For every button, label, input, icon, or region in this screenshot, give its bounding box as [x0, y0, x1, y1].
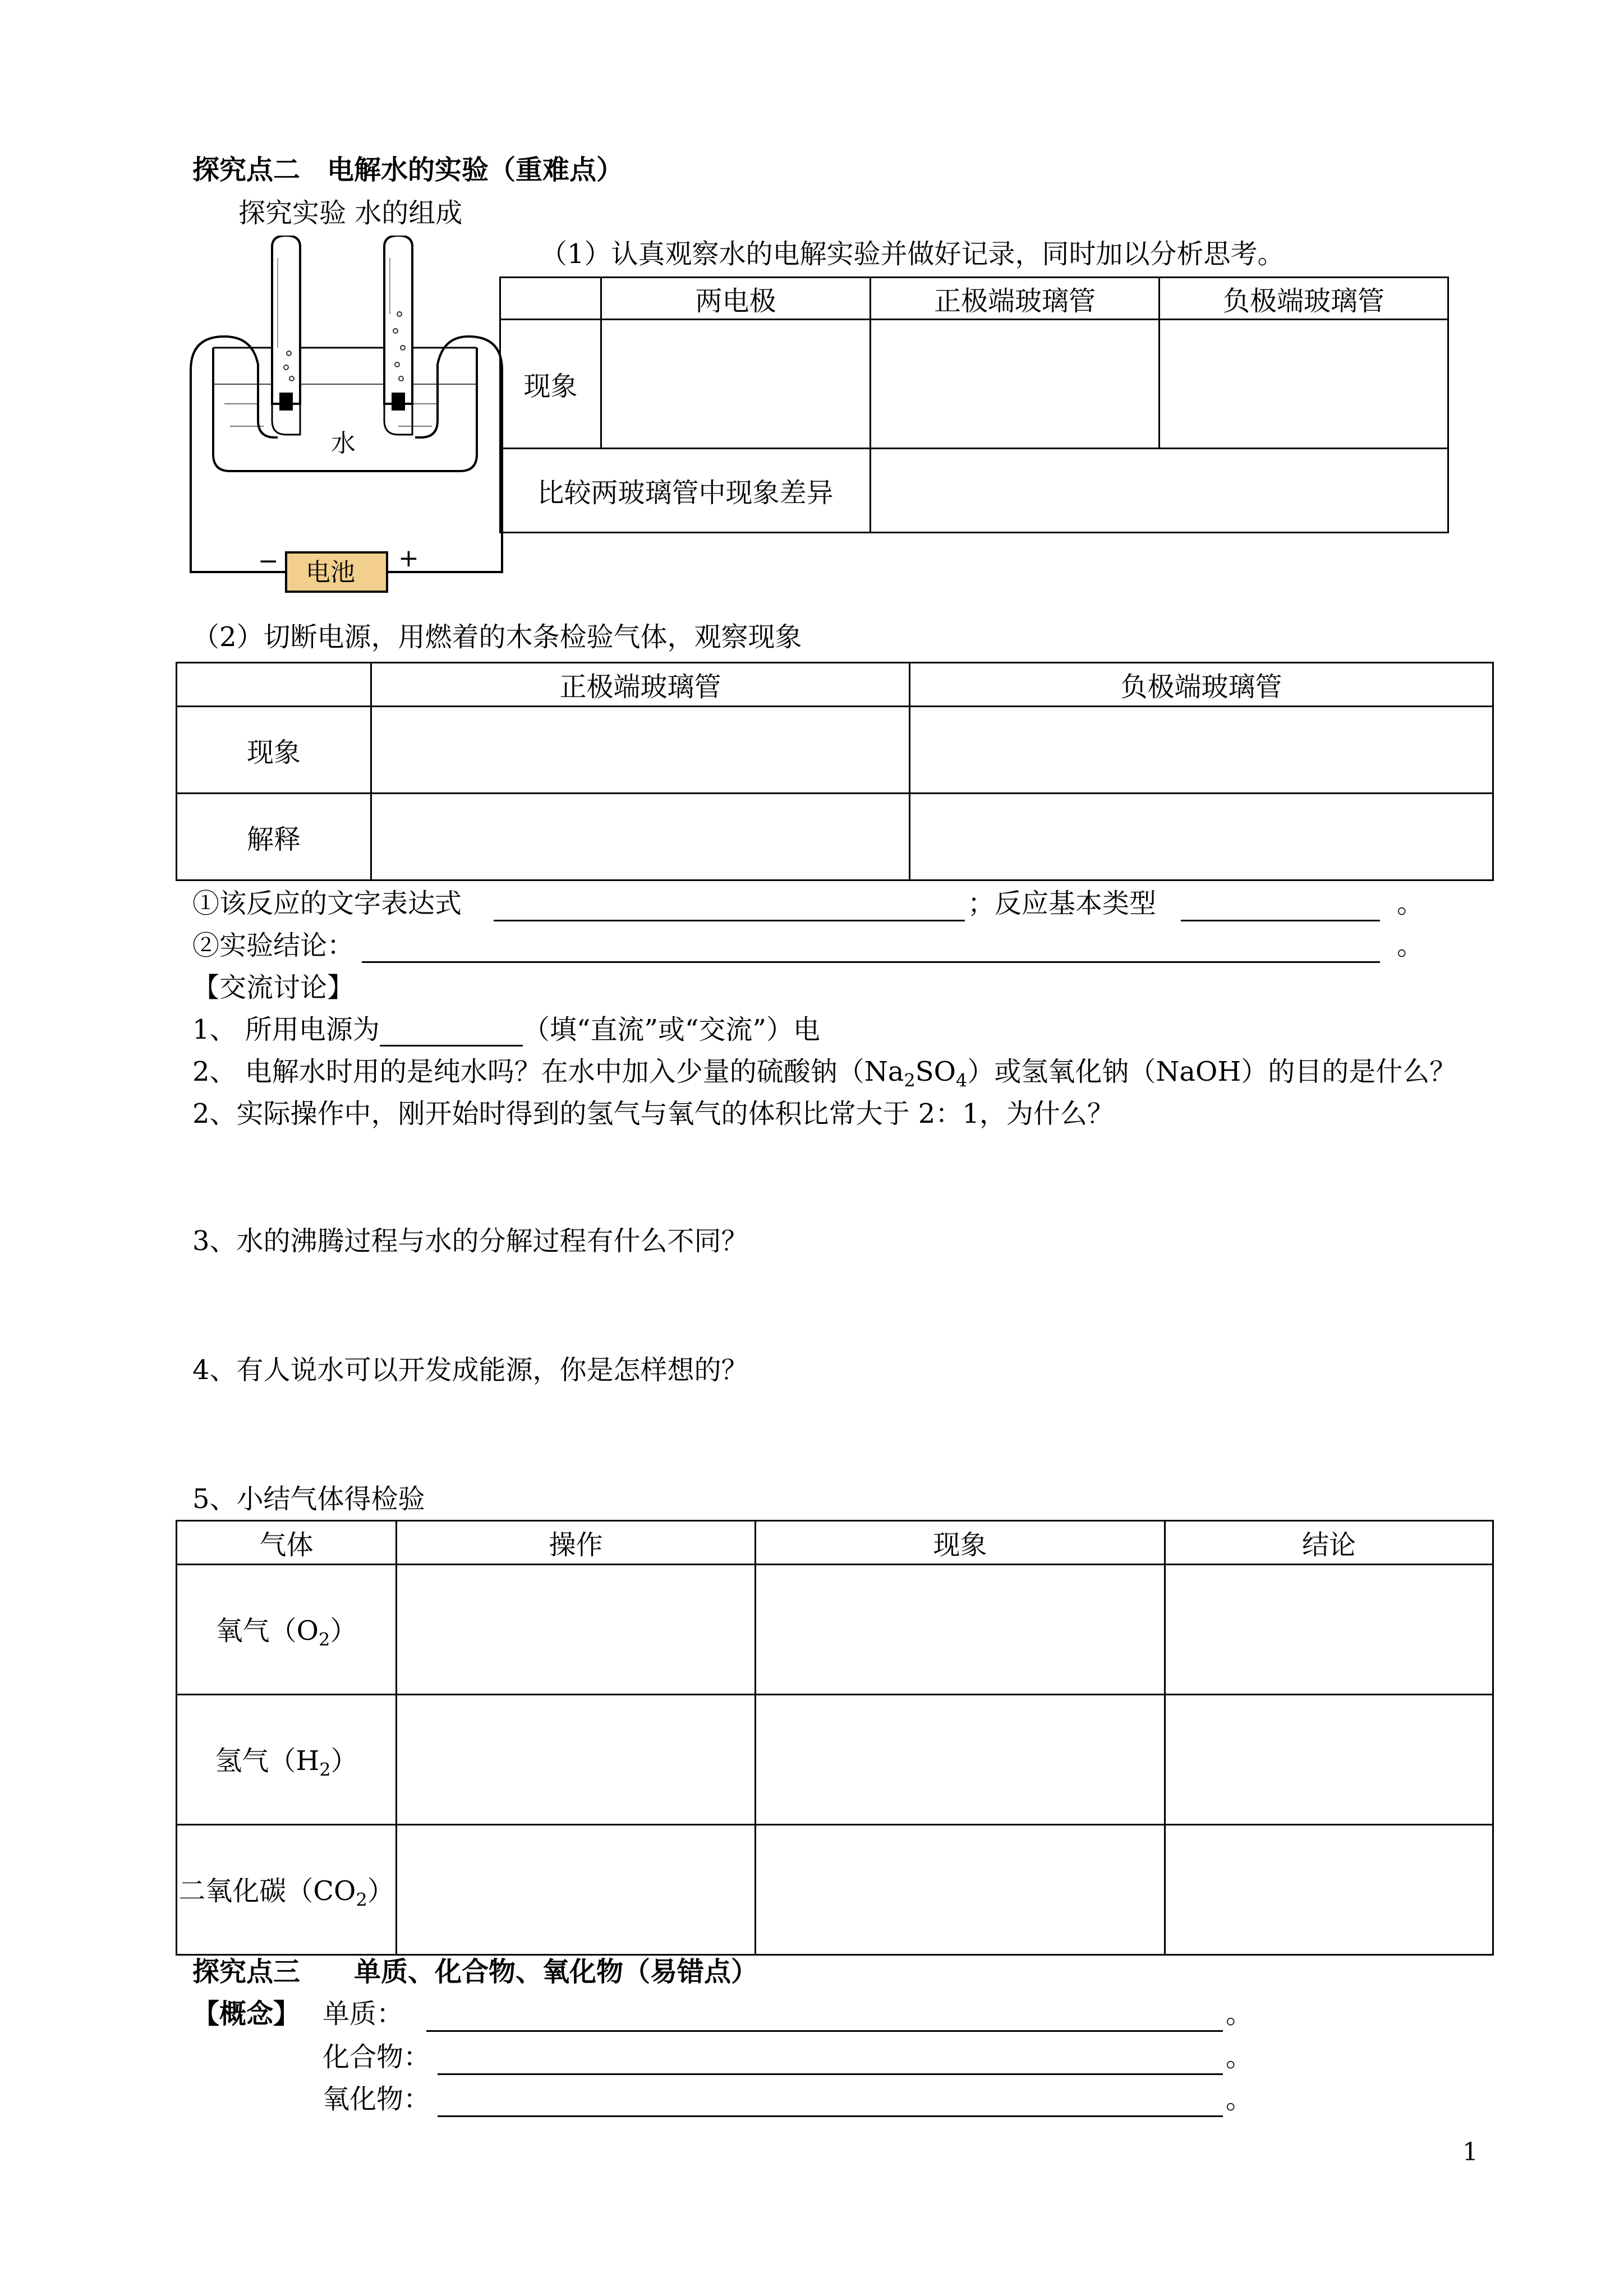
- question-1: 1、 所用电源为 （填“直流”或“交流”）电: [192, 1014, 820, 1045]
- table3-cell[interactable]: [1165, 1565, 1493, 1695]
- expression-label: ①该反应的文字表达式: [192, 888, 462, 919]
- table1-cell-negative[interactable]: [1160, 320, 1448, 449]
- expression-blank[interactable]: [494, 920, 965, 921]
- concept-element-label: 单质：: [323, 1998, 404, 2030]
- period-mark: 。: [1226, 1998, 1253, 2030]
- table-gas-test: [176, 662, 1494, 881]
- table1-header-positive: 正极端玻璃管: [871, 278, 1160, 320]
- table3-cell[interactable]: [756, 1695, 1165, 1825]
- sub-heading: 探究实验 水的组成: [238, 197, 463, 229]
- table2-header-negative: 负极端玻璃管: [910, 663, 1493, 707]
- table1-corner: [500, 278, 601, 320]
- element-definition-blank[interactable]: [426, 2030, 1223, 2032]
- table1-header-electrodes: 两电极: [601, 278, 871, 320]
- period-mark: 。: [1226, 2041, 1253, 2073]
- table-gas-summary: [176, 1520, 1494, 1956]
- question-3: 2、实际操作中，刚开始时得到的氢气与氧气的体积比常大于 2：1，为什么？: [192, 1098, 1114, 1129]
- concept-label: 【概念】: [192, 1998, 301, 2030]
- step1-instruction: （1）认真观察水的电解实验并做好记录，同时加以分析思考。: [540, 238, 1285, 270]
- period-mark: 。: [1397, 930, 1424, 961]
- table-electrolysis-observation: [499, 276, 1449, 533]
- period-mark: 。: [1397, 888, 1424, 919]
- question-4: 3、水的沸腾过程与水的分解过程有什么不同？: [192, 1225, 748, 1257]
- table2-cell-positive-phenomenon[interactable]: [371, 707, 910, 794]
- table2-cell-negative-explain[interactable]: [910, 794, 1493, 880]
- table3-cell[interactable]: [756, 1825, 1165, 1955]
- section3-heading: 探究点三 单质、化合物、氧化物（易错点）: [192, 1956, 758, 1988]
- compound-definition-blank[interactable]: [438, 2073, 1223, 2075]
- table3-gas-oxygen: 氧气$(O_2)$: [177, 1565, 397, 1695]
- reaction-type-label: ；反应基本类型: [968, 888, 1157, 919]
- concept-compound-label: 化合物：: [323, 2041, 431, 2073]
- table2-row-explain: 解释: [177, 794, 371, 880]
- power-type-blank[interactable]: [380, 1022, 523, 1046]
- question-5: 4、有人说水可以开发成能源，你是怎样想的？: [192, 1354, 748, 1386]
- table-row: [177, 1825, 1493, 1955]
- table3-cell[interactable]: [397, 1695, 756, 1825]
- table1-row-phenomenon: 现象: [500, 320, 601, 449]
- table3-cell[interactable]: [756, 1565, 1165, 1695]
- plus-sign: +: [398, 544, 419, 573]
- table2-cell-negative-phenomenon[interactable]: [910, 707, 1493, 794]
- table3-gas-hydrogen: 氢气$(H_2)$: [177, 1695, 397, 1825]
- question-6: 5、小结气体得检验: [192, 1483, 425, 1515]
- table3-cell[interactable]: [397, 1825, 756, 1955]
- table3-header-phenomenon: 现象: [756, 1521, 1165, 1565]
- table2-corner: [177, 663, 371, 707]
- table2-header-positive: 正极端玻璃管: [371, 663, 910, 707]
- table3-cell[interactable]: [397, 1565, 756, 1695]
- table3-header-gas: 气体: [177, 1521, 397, 1565]
- table2-row-phenomenon: 现象: [177, 707, 371, 794]
- discussion-title: 【交流讨论】: [192, 972, 355, 1003]
- section-heading: 探究点二 电解水的实验（重难点）: [192, 154, 624, 186]
- table3-header-operation: 操作: [397, 1521, 756, 1565]
- table3-cell[interactable]: [1165, 1825, 1493, 1955]
- table3-header-conclusion: 结论: [1165, 1521, 1493, 1565]
- table1-row-compare: 比较两玻璃管中现象差异: [500, 449, 871, 533]
- electrolysis-diagram: [180, 236, 516, 600]
- minus-sign: −: [258, 547, 279, 575]
- battery-label: 电池: [306, 558, 355, 587]
- table3-gas-co2: 二氧化碳$(CO_2)$: [177, 1825, 397, 1955]
- table-row: [177, 1565, 1493, 1695]
- step2-instruction: （2）切断电源，用燃着的木条检验气体，观察现象: [192, 621, 802, 653]
- table2-cell-positive-explain[interactable]: [371, 794, 910, 880]
- concept-oxide-label: 氧化物：: [323, 2083, 431, 2115]
- table3-cell[interactable]: [1165, 1695, 1493, 1825]
- water-label: 水: [331, 429, 356, 458]
- reaction-type-blank[interactable]: [1181, 920, 1380, 921]
- table1-cell-positive[interactable]: [871, 320, 1160, 449]
- oxide-definition-blank[interactable]: [438, 2115, 1223, 2117]
- question-2: 2、 电解水时用的是纯水吗？在水中加入少量的硫酸钠$(Na_2SO_4)$或氢氧化钠（NaOH）的目的是什么？: [192, 1056, 1457, 1091]
- table1-cell-electrodes[interactable]: [601, 320, 871, 449]
- table1-header-negative: 负极端玻璃管: [1160, 278, 1448, 320]
- conclusion-blank[interactable]: [362, 961, 1380, 963]
- page-number: 1: [1462, 2138, 1478, 2166]
- period-mark: 。: [1226, 2083, 1253, 2115]
- table1-cell-compare[interactable]: [871, 449, 1448, 533]
- table-row: [177, 1695, 1493, 1825]
- conclusion-label: ②实验结论：: [192, 930, 355, 961]
